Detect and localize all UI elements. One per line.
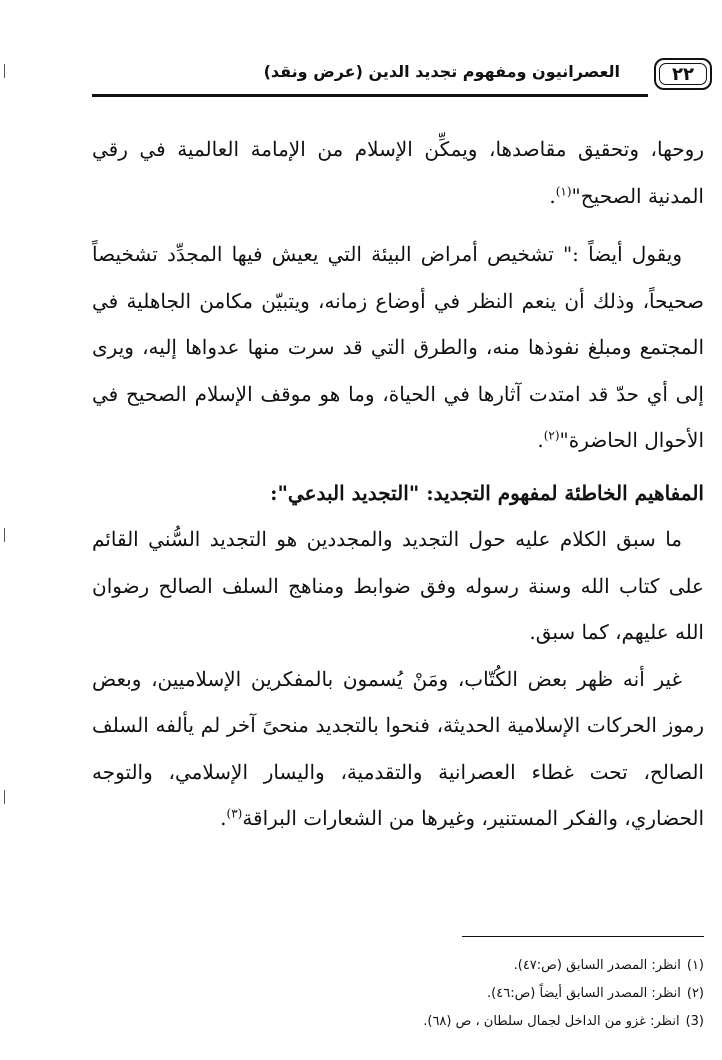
- header-rule: [92, 94, 648, 97]
- section-heading: المفاهيم الخاطئة لمفهوم التجديد: "التجديد البدعي":: [270, 480, 704, 505]
- running-title: العصرانيون ومفهوم تجديد الدين (عرض ونقد): [263, 62, 620, 81]
- paragraph-text: روحها، وتحقيق مقاصدها، ويمكِّن الإسلام من الإمامة العالمية في رقي المدنية الصحيح": [92, 137, 704, 208]
- footnote: [92, 952, 704, 980]
- margin-mark: [4, 64, 5, 78]
- page-number-frame: [654, 58, 712, 90]
- paragraph: [92, 516, 704, 656]
- paragraph: [92, 231, 704, 464]
- margin-mark: [4, 790, 5, 804]
- footnote-ref: (٢): [543, 428, 560, 443]
- footnote: [92, 980, 704, 1008]
- main-text: [92, 126, 704, 842]
- paragraph-text: ويقول أيضاً :" تشخيص أمراض البيئة التي يعيش فيها المجدِّد تشخيصاً صحيحاً، وذلك أن ينعم النظر في أوضاع زمانه، ويتبيّن مكامن الجاهلية في المجتمع ومبلغ نفوذها منه، والطرق التي قد سرت منها عدواها إليه، ويرى إلى أي حدّ قد امتدت آثارها في الحياة، وما هو موقف الإسلام الصحيح في الأحوال الحاضرة": [92, 242, 704, 452]
- paragraph-text: غير أنه ظهر بعض الكُتّاب، ومَنْ يُسمون بالمفكرين الإسلاميين، وبعض رموز الحركات الإسلامية الحديثة، فنحوا بالتجديد منحىً آخر لم يألفه السلف الصالح، تحت غطاء العصرانية والتقدمية، واليسار الإسلامي، والتوجه الحضاري، والفكر المستنير، وغيرها من الشعارات البراقة: [92, 666, 704, 830]
- footnote-number: (3): [685, 1014, 704, 1029]
- footnote-text: انظر: المصدر السابق أيضاً (ص:٤٦).: [487, 986, 681, 1001]
- page-header: [92, 58, 712, 98]
- footnote-ref: (١): [555, 183, 572, 198]
- paragraph: [92, 126, 704, 219]
- paragraph: [92, 656, 704, 842]
- paragraph-end: .: [220, 806, 227, 830]
- footnote-separator: [462, 936, 704, 937]
- page-number: ٢٢: [672, 63, 694, 85]
- footnote: [92, 1008, 704, 1036]
- margin-mark: [4, 528, 5, 542]
- footnotes: [92, 952, 704, 1036]
- footnote-number: (٢): [686, 986, 704, 1001]
- footnote-number: (١): [686, 958, 704, 973]
- paragraph-text: ما سبق الكلام عليه حول التجديد والمجددين هو التجديد السُّني القائم على كتاب الله وسنة رسوله وفق ضوابط ومناهج السلف الصالح رضوان الله عليهم، كما سبق.: [92, 527, 704, 644]
- footnote-text: انظر: المصدر السابق (ص:٤٧).: [513, 958, 681, 973]
- paragraph-end: .: [549, 183, 556, 208]
- footnote-text: انظر: غزو من الداخل لجمال سلطان ، ص (٦٨).: [423, 1014, 680, 1029]
- footnote-ref: (٣): [226, 806, 243, 821]
- paragraph-end: .: [537, 428, 544, 452]
